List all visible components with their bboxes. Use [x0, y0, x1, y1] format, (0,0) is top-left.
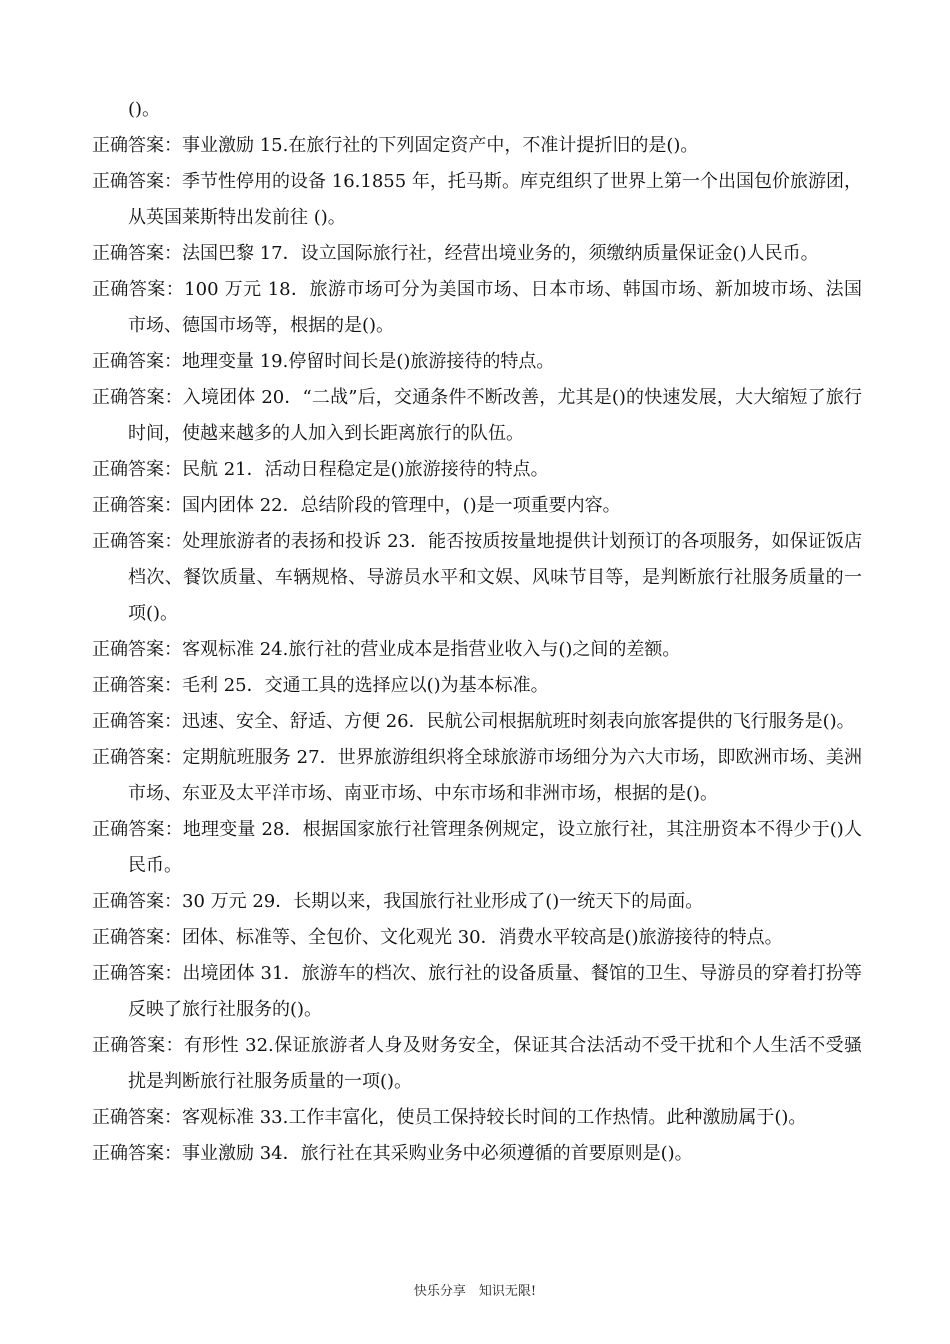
paragraph: 正确答案：法国巴黎 17．设立国际旅行社，经营出境业务的，须缴纳质量保证金()人民币。 [92, 243, 819, 264]
paragraph: 正确答案：地理变量 28．根据国家旅行社管理条例规定，设立旅行社，其注册资本不得少于()人民币。 [92, 819, 862, 876]
paragraph: 正确答案：客观标准 33.工作丰富化，使员工保持较长时间的工作热情。此种激励属于()。 [92, 1107, 807, 1128]
paragraph: 正确答案：入境团体 20．“二战”后，交通条件不断改善，尤其是()的快速发展，大大缩短了旅行时间，使越来越多的人加入到长距离旅行的队伍。 [92, 387, 862, 444]
paragraph: 正确答案：处理旅游者的表扬和投诉 23．能否按质按量地提供计划预订的各项服务，如保证饭店档次、餐饮质量、车辆规格、导游员水平和文娱、风味节目等，是判断旅行社服务质量的一项()。 [92, 531, 862, 624]
paragraph: 正确答案：出境团体 31．旅游车的档次、旅行社的设备质量、餐馆的卫生、导游员的穿着打扮等反映了旅行社服务的()。 [92, 963, 862, 1020]
paragraph: 正确答案：团体、标准等、全包价、文化观光 30．消费水平较高是()旅游接待的特点。 [92, 927, 783, 948]
paragraph: 正确答案：客观标准 24.旅行社的营业成本是指营业收入与()之间的差额。 [92, 639, 681, 660]
paragraph: 正确答案：30 万元 29．长期以来，我国旅行社业形成了()一统天下的局面。 [92, 891, 704, 912]
paragraph: 正确答案：季节性停用的设备 16.1855 年，托马斯。库克组织了世界上第一个出国包价旅游团，从英国莱斯特出发前往 ()。 [92, 171, 862, 228]
paragraph: 正确答案：有形性 32.保证旅游者人身及财务安全，保证其合法活动不受干扰和个人生活不受骚扰是判断旅行社服务质量的一项()。 [92, 1035, 862, 1092]
page-footer: 快乐分享 知识无限! [413, 1284, 537, 1299]
paragraph: 正确答案：地理变量 19.停留时间长是()旅游接待的特点。 [92, 351, 555, 372]
paragraph: ()。 [128, 99, 161, 120]
paragraph: 正确答案：定期航班服务 27．世界旅游组织将全球旅游市场细分为六大市场，即欧洲市场、美洲市场、东亚及太平洋市场、南亚市场、中东市场和非洲市场，根据的是()。 [92, 747, 862, 804]
document-body [92, 92, 862, 1172]
paragraph: 正确答案：民航 21．活动日程稳定是()旅游接待的特点。 [92, 459, 549, 480]
paragraph: 正确答案：事业激励 34．旅行社在其采购业务中必须遵循的首要原则是()。 [92, 1143, 693, 1164]
paragraph: 正确答案：毛利 25．交通工具的选择应以()为基本标准。 [92, 675, 549, 696]
paragraph: 正确答案：100 万元 18．旅游市场可分为美国市场、日本市场、韩国市场、新加坡市场、法国市场、德国市场等，根据的是()。 [92, 279, 862, 336]
paragraph: 正确答案：事业激励 15.在旅行社的下列固定资产中，不准计提折旧的是()。 [92, 135, 699, 156]
paragraph: 正确答案：国内团体 22．总结阶段的管理中，()是一项重要内容。 [92, 495, 621, 516]
paragraph: 正确答案：迅速、安全、舒适、方便 26．民航公司根据航班时刻表向旅客提供的飞行服务是()。 [92, 711, 855, 732]
